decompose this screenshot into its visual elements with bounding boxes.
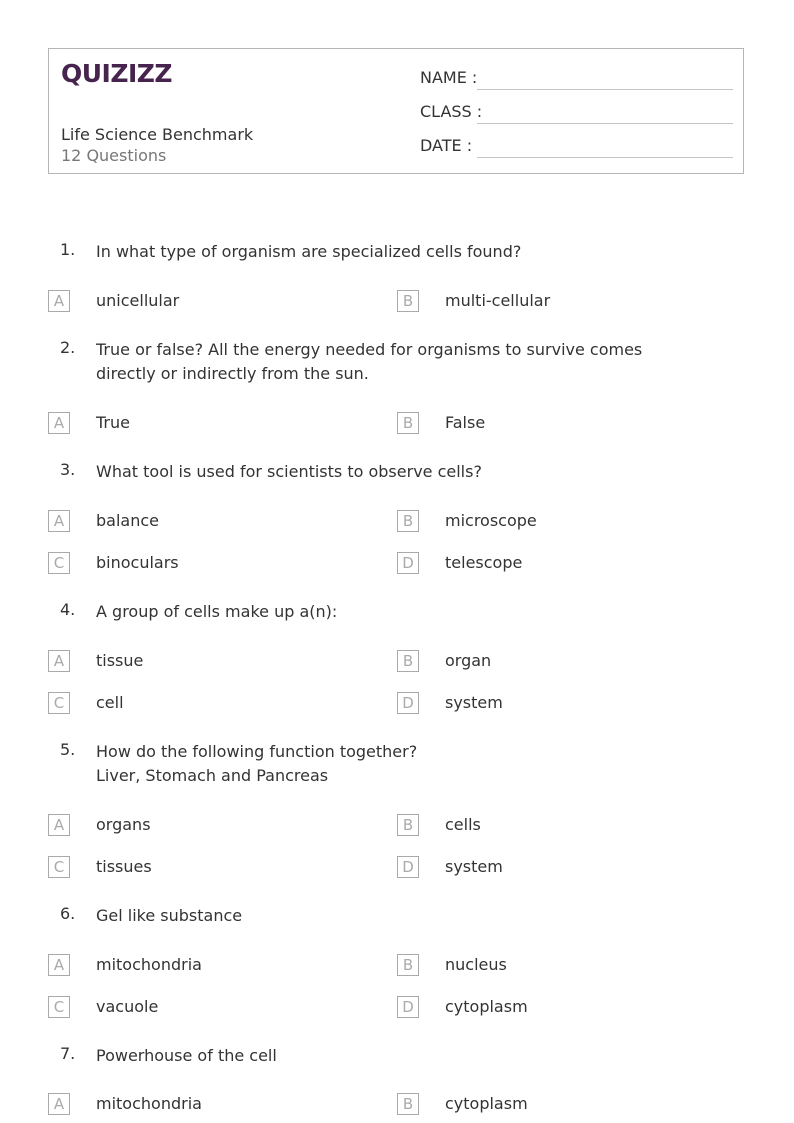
- name-label: NAME :: [420, 68, 478, 87]
- option-text: system: [445, 857, 503, 876]
- class-line: [477, 123, 733, 124]
- question-text-line-2: Liver, Stomach and Pancreas: [96, 766, 329, 785]
- question-number: 6.: [60, 904, 76, 923]
- question-number: 4.: [60, 600, 76, 619]
- question-text: True or false? All the energy needed for organisms to survive comes directly or indirectly from the sun.: [96, 340, 643, 383]
- question-count: 12 Questions: [61, 146, 167, 165]
- option-letter-box[interactable]: D: [397, 552, 419, 574]
- option-letter-box[interactable]: B: [397, 650, 419, 672]
- option-letter-box[interactable]: A: [48, 954, 70, 976]
- option-text: microscope: [445, 511, 537, 530]
- option-text: tissues: [96, 857, 152, 876]
- question-text: Gel like substance: [96, 906, 243, 925]
- option-letter-box[interactable]: B: [397, 510, 419, 532]
- quizizz-logo: QUIZIZZ: [61, 59, 173, 88]
- option-text: balance: [96, 511, 159, 530]
- option-text: system: [445, 693, 503, 712]
- worksheet-header: [48, 48, 744, 174]
- option-letter-box[interactable]: B: [397, 412, 419, 434]
- question-text: Powerhouse of the cell: [96, 1046, 277, 1065]
- option-letter-box[interactable]: B: [397, 814, 419, 836]
- option-text: cells: [445, 815, 481, 834]
- option-text: cytoplasm: [445, 1094, 528, 1113]
- question-number: 5.: [60, 740, 76, 759]
- option-text: True: [96, 413, 130, 432]
- class-label: CLASS :: [420, 102, 483, 121]
- option-text: multi-cellular: [445, 291, 551, 310]
- worksheet-title: Life Science Benchmark: [61, 125, 254, 144]
- option-letter-box[interactable]: A: [48, 1093, 70, 1115]
- option-text: mitochondria: [96, 955, 202, 974]
- question-number: 2.: [60, 338, 76, 357]
- date-label: DATE :: [420, 136, 473, 155]
- option-letter-box[interactable]: A: [48, 412, 70, 434]
- option-letter-box[interactable]: A: [48, 290, 70, 312]
- question-text: In what type of organism are specialized cells found?: [96, 242, 522, 261]
- option-letter-box[interactable]: C: [48, 996, 70, 1018]
- option-letter-box[interactable]: D: [397, 692, 419, 714]
- option-text: telescope: [445, 553, 523, 572]
- option-text: tissue: [96, 651, 144, 670]
- option-text: False: [445, 413, 486, 432]
- option-text: mitochondria: [96, 1094, 202, 1113]
- name-line: [477, 89, 733, 90]
- option-letter-box[interactable]: D: [397, 856, 419, 878]
- option-letter-box[interactable]: B: [397, 954, 419, 976]
- option-letter-box[interactable]: A: [48, 814, 70, 836]
- option-letter-box[interactable]: C: [48, 856, 70, 878]
- question-text: How do the following function together?: [96, 742, 418, 761]
- option-text: organ: [445, 651, 492, 670]
- question-text: What tool is used for scientists to observe cells?: [96, 462, 482, 481]
- question-number: 3.: [60, 460, 76, 479]
- option-letter-box[interactable]: A: [48, 650, 70, 672]
- question-number: 7.: [60, 1044, 76, 1063]
- option-letter-box[interactable]: A: [48, 510, 70, 532]
- option-letter-box[interactable]: C: [48, 692, 70, 714]
- option-text: cell: [96, 693, 124, 712]
- option-text: organs: [96, 815, 151, 834]
- option-letter-box[interactable]: D: [397, 996, 419, 1018]
- option-text: vacuole: [96, 997, 159, 1016]
- option-letter-box[interactable]: B: [397, 1093, 419, 1115]
- question-text: A group of cells make up a(n):: [96, 602, 338, 621]
- question-number: 1.: [60, 240, 76, 259]
- date-line: [477, 157, 733, 158]
- option-text: binoculars: [96, 553, 179, 572]
- option-text: nucleus: [445, 955, 507, 974]
- option-text: unicellular: [96, 291, 180, 310]
- option-letter-box[interactable]: C: [48, 552, 70, 574]
- option-text: cytoplasm: [445, 997, 528, 1016]
- option-letter-box[interactable]: B: [397, 290, 419, 312]
